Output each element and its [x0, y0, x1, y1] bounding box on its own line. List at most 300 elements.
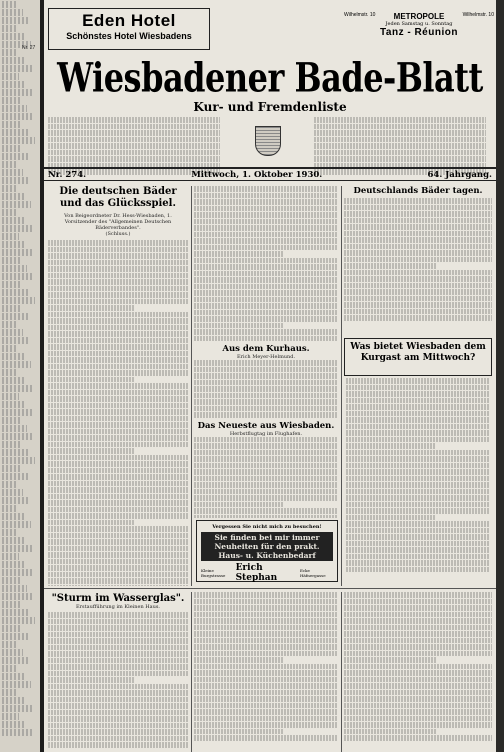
- text-line: [194, 212, 338, 218]
- text-line: [48, 143, 220, 149]
- text-line: [346, 541, 490, 547]
- text-line: [346, 547, 490, 553]
- text-line: [344, 644, 492, 650]
- text-line: [194, 437, 338, 443]
- text-line: [344, 638, 492, 644]
- stephan-ad: [196, 520, 338, 582]
- text-line: [194, 696, 338, 702]
- text-line: [48, 377, 135, 383]
- text-line: [194, 592, 338, 598]
- text-line: [344, 244, 492, 250]
- text-line: [48, 632, 188, 638]
- spine-text-line: [2, 177, 30, 184]
- text-line: [194, 380, 338, 386]
- kurhaus-author: Erich Meyer-Helmund.: [236, 354, 296, 360]
- spine-text-line: [2, 321, 16, 328]
- spine-text-line: [2, 121, 21, 128]
- spine-text-line: [2, 241, 26, 248]
- text-line: [194, 367, 338, 373]
- text-line: [346, 560, 490, 566]
- text-line: [344, 735, 492, 741]
- newspaper-page: [44, 0, 496, 752]
- text-line: [344, 237, 492, 243]
- spine-text-line: [2, 65, 32, 72]
- text-line: [346, 476, 490, 482]
- text-line: [48, 578, 188, 584]
- spine-text-line: [2, 513, 24, 520]
- text-line: [48, 435, 188, 441]
- text-line: [48, 247, 188, 253]
- masthead-title: Wiesbadener Bade-Blatt: [57, 54, 483, 102]
- text-line: [194, 502, 283, 508]
- text-line: [346, 391, 490, 397]
- text-line: [344, 224, 492, 230]
- text-line: [48, 150, 220, 156]
- text-line: [194, 489, 338, 495]
- text-line: [344, 205, 492, 211]
- text-line: [48, 396, 188, 402]
- text-line: [344, 612, 492, 618]
- text-line: [344, 289, 492, 295]
- text-line: [194, 476, 338, 482]
- text-line: [344, 696, 492, 702]
- spine-text-line: [2, 409, 33, 416]
- text-line: [344, 211, 492, 217]
- text-line: [314, 124, 486, 130]
- spine-text-line: [2, 249, 33, 256]
- text-line: [48, 710, 188, 716]
- text-line: [194, 264, 338, 270]
- column-divider: [191, 186, 192, 586]
- spine-text-line: [2, 25, 17, 32]
- text-line: [194, 618, 338, 624]
- text-line: [194, 238, 338, 244]
- text-line: [194, 186, 338, 192]
- dateline: [44, 167, 496, 181]
- text-line: [48, 507, 188, 513]
- spine-text-line: [2, 257, 20, 264]
- text-line: [314, 156, 486, 162]
- text-line: [344, 631, 492, 637]
- spine-text-line: [2, 137, 35, 144]
- text-line: [344, 709, 492, 715]
- text-line: [194, 638, 338, 644]
- spine-text-line: [2, 609, 28, 616]
- text-line: [48, 703, 188, 709]
- spine-text-line: [2, 705, 32, 712]
- text-line: [194, 599, 338, 605]
- text-line: [346, 495, 490, 501]
- text-line: [314, 143, 486, 149]
- text-line: [48, 416, 188, 422]
- stephan-ad-left: Kleine Burgstrasse: [201, 568, 226, 578]
- text-line: [344, 657, 436, 663]
- spine-text-line: [2, 489, 23, 496]
- text-line: [194, 651, 338, 657]
- text-line: [194, 644, 338, 650]
- text-line: [314, 130, 486, 136]
- text-line: [48, 684, 188, 690]
- text-line: [48, 664, 188, 670]
- spine-text-line: [2, 457, 35, 464]
- spine-text-line: [2, 81, 26, 88]
- text-line: [48, 494, 188, 500]
- text-line: [346, 567, 490, 573]
- text-line: [344, 296, 492, 302]
- article-note: (Schluss.): [105, 231, 131, 237]
- column-divider: [341, 186, 342, 586]
- text-line: [48, 565, 188, 571]
- text-line: [48, 370, 188, 376]
- spine-text-line: [2, 497, 30, 504]
- text-line: [48, 299, 188, 305]
- text-line: [194, 193, 338, 199]
- text-line: [346, 424, 490, 430]
- article-deutschlands-baeder: [344, 186, 492, 334]
- text-line: [48, 572, 188, 578]
- text-line: [346, 443, 435, 449]
- text-line: [194, 677, 338, 683]
- text-line: [48, 253, 188, 259]
- spine-issue-label: Nr. 27: [22, 45, 36, 51]
- storm-continued: [194, 592, 338, 752]
- spine-text-line: [2, 553, 19, 560]
- text-line: [48, 286, 188, 292]
- text-line: [344, 599, 492, 605]
- text-line: [48, 645, 188, 651]
- spine-text-line: [2, 481, 16, 488]
- spine-text-line: [2, 689, 18, 696]
- metropole-address-right: Wilhelmstr. 10: [462, 12, 494, 18]
- spine-text-line: [2, 89, 33, 96]
- spine-text-line: [2, 345, 17, 352]
- spine-text-line: [2, 585, 27, 592]
- text-line: [48, 638, 188, 644]
- text-line: [346, 534, 490, 540]
- text-line: [344, 664, 492, 670]
- text-line: [48, 619, 188, 625]
- spine-text-line: [2, 209, 18, 216]
- text-line: [344, 198, 492, 204]
- text-line: [194, 605, 338, 611]
- text-line: [48, 448, 135, 454]
- spine-text-line: [2, 505, 17, 512]
- text-line: [194, 456, 338, 462]
- text-line: [194, 443, 338, 449]
- text-line: [194, 336, 338, 342]
- text-line: [48, 429, 188, 435]
- spine-text-line: [2, 681, 31, 688]
- text-line: [346, 456, 490, 462]
- text-line: [48, 137, 220, 143]
- text-line: [48, 716, 188, 722]
- text-line: [194, 393, 338, 399]
- text-line: [344, 690, 492, 696]
- spine-text-line: [2, 225, 32, 232]
- text-line: [346, 502, 490, 508]
- spine-text-line: [2, 529, 18, 536]
- text-line: [48, 130, 220, 136]
- neueste-title: Das Neueste aus Wiesbaden.: [197, 420, 335, 431]
- text-line: [346, 404, 490, 410]
- spine-text-line: [2, 73, 19, 80]
- spine-text-line: [2, 297, 35, 304]
- article-storm: [48, 592, 188, 752]
- spine-text-line: [2, 697, 25, 704]
- text-line: [194, 329, 338, 335]
- spine-text-line: [2, 713, 19, 720]
- text-line: [344, 592, 492, 598]
- text-line: [346, 463, 490, 469]
- spine-text-line: [2, 433, 34, 440]
- spine-text-line: [2, 545, 32, 552]
- text-line: [48, 273, 188, 279]
- text-line: [194, 225, 338, 231]
- text-line: [48, 455, 188, 461]
- text-line: [48, 124, 220, 130]
- section-divider: [44, 588, 496, 589]
- article-author: Von Beigeordneter Dr. Hess-Wiesbaden, 1. Vorsitzender des "Allgemeinen Deutschen Bäderverbandes".: [64, 213, 172, 231]
- masthead-subtitle: Kur- und Fremdenliste: [193, 100, 347, 114]
- text-line: [194, 625, 338, 631]
- spine-text-line: [2, 473, 29, 480]
- text-line: [194, 412, 338, 418]
- text-line: [194, 386, 338, 392]
- storm-continued-2: [344, 592, 492, 752]
- text-line: [48, 117, 220, 123]
- text-line: [194, 735, 338, 741]
- text-line: [48, 468, 188, 474]
- spine-text-line: [2, 673, 24, 680]
- spine-text-line: [2, 97, 20, 104]
- text-line: [344, 315, 492, 321]
- spine-text-line: [2, 105, 27, 112]
- spine-text-line: [2, 649, 23, 656]
- text-line: [194, 258, 338, 264]
- text-line: [48, 520, 135, 526]
- spine-text-line: [2, 129, 28, 136]
- text-line: [194, 232, 338, 238]
- kurgast-title: Was bietet Wiesbaden dem Kurgast am Mittwoch?: [350, 342, 486, 363]
- text-line: [194, 482, 338, 488]
- article-baeder-spiel: [48, 186, 188, 586]
- spine-text-line: [2, 1, 16, 8]
- text-line: [48, 292, 188, 298]
- spine-text-line: [2, 393, 19, 400]
- spine-text-line: [2, 537, 25, 544]
- text-line: [194, 373, 338, 379]
- text-line: [194, 277, 338, 283]
- text-line: [48, 344, 188, 350]
- text-line: [194, 219, 338, 225]
- text-line: [346, 489, 490, 495]
- spine-text-line: [2, 377, 25, 384]
- text-line: [194, 631, 338, 637]
- text-line: [344, 716, 492, 722]
- spine-text-line: [2, 329, 23, 336]
- spine-text-line: [2, 185, 17, 192]
- text-line: [346, 411, 490, 417]
- text-line: [48, 697, 188, 703]
- text-line: [48, 331, 188, 337]
- text-line: [194, 690, 338, 696]
- text-line: [346, 450, 490, 456]
- spine-text-line: [2, 17, 30, 24]
- text-line: [48, 481, 188, 487]
- text-line: [346, 469, 490, 475]
- spine-text-line: [2, 625, 22, 632]
- text-line: [346, 482, 490, 488]
- issue-date: Mittwoch, 1. Oktober 1930.: [191, 169, 323, 180]
- text-line: [344, 257, 492, 263]
- spine-text-line: [2, 641, 16, 648]
- deutschlands-title: Deutschlands Bäder tagen.: [353, 186, 483, 196]
- text-line: [194, 245, 338, 251]
- kurgast-box: [344, 338, 492, 376]
- metropole-name: METROPOLE: [393, 12, 445, 21]
- text-line: [344, 651, 492, 657]
- text-line: [344, 270, 492, 276]
- text-line: [48, 338, 188, 344]
- text-line: [344, 309, 492, 315]
- text-line: [48, 403, 188, 409]
- text-line: [48, 312, 188, 318]
- text-line: [194, 657, 283, 663]
- text-line: [344, 218, 492, 224]
- column-divider: [341, 592, 342, 752]
- spine-text-line: [2, 161, 16, 168]
- text-line: [346, 437, 490, 443]
- spine-text-line: [2, 385, 32, 392]
- text-line: [194, 664, 338, 670]
- text-line: [344, 722, 492, 728]
- spine-text-line: [2, 569, 33, 576]
- spine-text-line: [2, 465, 22, 472]
- text-line: [194, 290, 338, 296]
- neueste-sub: Herbstflugtag im Flughafen.: [229, 430, 303, 437]
- text-line: [48, 461, 188, 467]
- spine-text-line: [2, 521, 31, 528]
- stephan-ad-right: Ecke Häfnergasse: [299, 568, 326, 578]
- text-line: [194, 450, 338, 456]
- text-line: [194, 206, 338, 212]
- spine-text-line: [2, 281, 21, 288]
- text-line: [48, 474, 188, 480]
- text-line: [48, 625, 188, 631]
- text-line: [48, 357, 188, 363]
- text-line: [194, 310, 338, 316]
- text-line: [48, 736, 188, 742]
- text-line: [194, 360, 338, 366]
- stephan-ad-line2: Sie finden bei mir immer Neuheiten für den prakt. Haus- u. Küchenbedarf: [201, 532, 333, 561]
- text-line: [48, 364, 188, 370]
- text-line: [48, 677, 135, 683]
- text-line: [346, 417, 490, 423]
- text-line: [194, 722, 338, 728]
- spine-text-line: [2, 289, 28, 296]
- spine-text-line: [2, 33, 24, 40]
- eden-hotel-ad: [48, 8, 210, 50]
- text-line: [346, 515, 435, 521]
- text-line: [194, 284, 338, 290]
- spine-text-line: [2, 577, 20, 584]
- text-line: [314, 150, 486, 156]
- text-line: [194, 612, 338, 618]
- spine-text-line: [2, 273, 34, 280]
- text-line: [314, 117, 486, 123]
- text-line: [344, 703, 492, 709]
- spine-text-line: [2, 169, 23, 176]
- spine-text-line: [2, 265, 27, 272]
- spine-text-line: [2, 417, 20, 424]
- text-line: [194, 729, 283, 735]
- text-line: [344, 618, 492, 624]
- spine-text-line: [2, 401, 26, 408]
- text-line: [48, 422, 188, 428]
- spine-text-line: [2, 201, 31, 208]
- text-line: [48, 383, 188, 389]
- text-line: [48, 513, 188, 519]
- text-line: [344, 283, 492, 289]
- text-line: [48, 351, 188, 357]
- text-line: [194, 316, 338, 322]
- spine-text-line: [2, 633, 29, 640]
- text-line: [346, 385, 490, 391]
- spine-text-line: [2, 729, 33, 736]
- spine-text-line: [2, 193, 24, 200]
- text-line: [194, 251, 283, 257]
- text-line: [48, 729, 188, 735]
- spine-text-line: [2, 425, 27, 432]
- text-line: [48, 612, 188, 618]
- text-line: [344, 670, 492, 676]
- spine-text-line: [2, 9, 23, 16]
- text-line: [48, 690, 188, 696]
- text-line: [48, 325, 188, 331]
- text-line: [48, 742, 188, 748]
- spine-text-line: [2, 369, 18, 376]
- text-line: [194, 703, 338, 709]
- text-line: [194, 683, 338, 689]
- text-line: [344, 677, 492, 683]
- spine-text-line: [2, 337, 30, 344]
- issue-number: Nr. 274.: [48, 169, 87, 180]
- metropole-ad: [344, 12, 494, 48]
- text-line: [344, 625, 492, 631]
- text-line: [48, 487, 188, 493]
- eden-hotel-name: Eden Hotel: [82, 11, 176, 30]
- text-line: [194, 297, 338, 303]
- text-line: [48, 318, 188, 324]
- text-line: [194, 515, 338, 519]
- spine-text-line: [2, 617, 35, 624]
- text-line: [344, 729, 436, 735]
- text-line: [346, 398, 490, 404]
- storm-sub: Erstaufführung im Kleinen Haus.: [76, 604, 160, 610]
- spine-text-line: [2, 153, 29, 160]
- text-line: [48, 260, 188, 266]
- text-line: [48, 156, 220, 162]
- spine-text-line: [2, 49, 18, 56]
- text-line: [48, 266, 188, 272]
- text-line: [346, 508, 490, 514]
- spine-text-line: [2, 721, 26, 728]
- text-line: [344, 231, 492, 237]
- text-line: [344, 250, 492, 256]
- text-line: [48, 539, 188, 545]
- left-page-spine: [0, 0, 40, 752]
- text-line: [48, 526, 188, 532]
